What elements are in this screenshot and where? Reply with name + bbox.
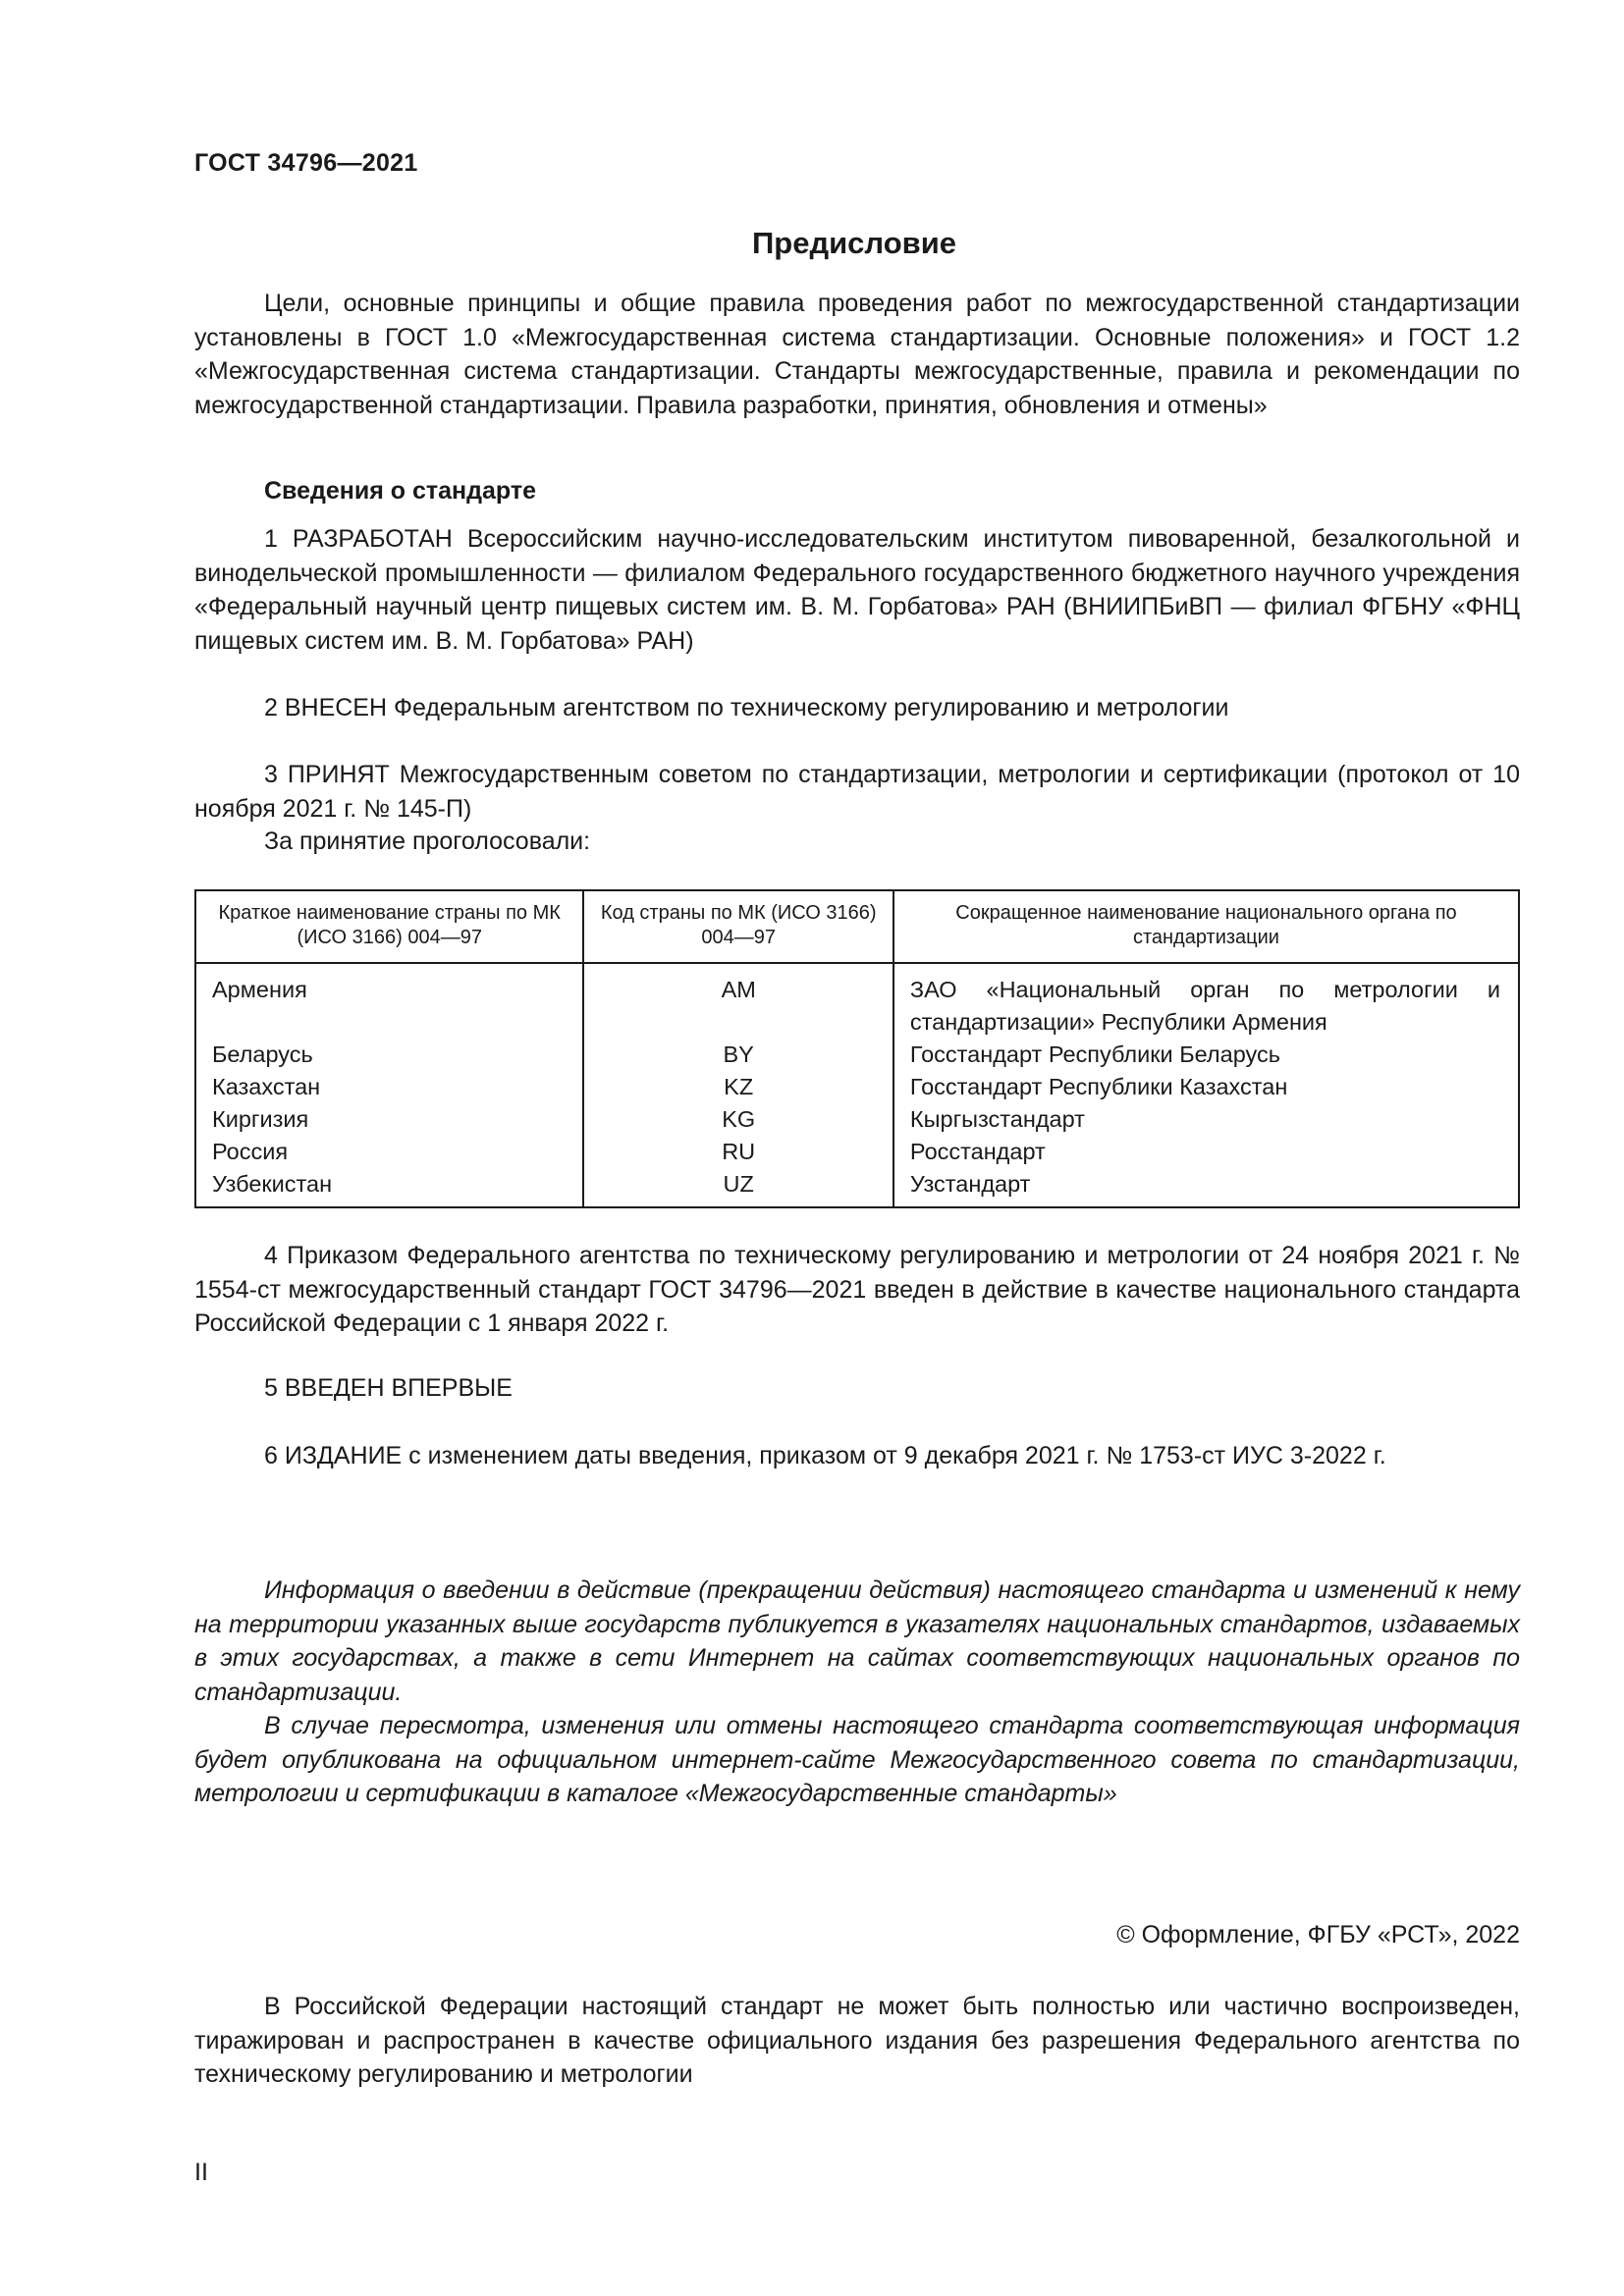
country-cell: Киргизия [195,1103,583,1136]
intro-paragraph: Цели, основные принципы и общие правила проведения работ по межгосударственной стандартизации установлены в ГОСТ 1.0 «Межгосударственная система стандартизации. Основные положения» и ГОСТ 1.2 «Межгосударственная система стандартизации. Стандарты межгосударственные, правила и рекомендации по межгосударственной стандартизации. Правила разработки, принятия, обновления и отмены» [194,290,1520,419]
code-cell: AM [583,963,893,1039]
organ-cell: ЗАО «Национальный орган по метрологии и стандартизации» Республики Армения [893,963,1519,1039]
country-cell: Армения [195,963,583,1039]
table-row [195,1039,1519,1071]
code-cell: UZ [583,1168,893,1207]
header-code: Код страны по МК (ИСО 3166) 004—97 [583,890,893,963]
organ-cell: Кыргызстандарт [893,1103,1519,1136]
table-row [195,1103,1519,1136]
code-cell: RU [583,1136,893,1168]
item-introduced: 2 ВНЕСЕН Федеральным агентством по техническому регулированию и метрологии [264,694,1229,721]
page-title: Предисловие [751,226,956,260]
copyright-line: © Оформление, ФГБУ «РСТ», 2022 [1116,1921,1520,1949]
document-code: ГОСТ 34796—2021 [194,149,418,177]
notice-info: Информация о введении в действие (прекращении действия) настоящего стандарта и изменений к нему на территории указанных выше государств публикуется в указателях национальных стандартов, издаваемых в этих государствах, а также в сети Интернет на сайтах соответствующих национальных органов по стандартизации. [194,1576,1520,1706]
country-cell: Узбекистан [195,1168,583,1207]
table-header-row [195,890,1519,963]
item-first-time: 5 ВВЕДЕН ВПЕРВЫЕ [264,1374,513,1402]
header-organ: Сокращенное наименование национального органа по стандартизации [893,890,1519,963]
item-edition: 6 ИЗДАНИЕ с изменением даты введения, приказом от 9 декабря 2021 г. № 1753-ст ИУС 3-2022 г. [264,1442,1386,1469]
organ-cell: Госстандарт Республики Беларусь [893,1039,1519,1071]
item-order: 4 Приказом Федерального агентства по техническому регулированию и метрологии от 24 ноября 2021 г. № 1554-ст межгосударственный стандарт ГОСТ 34796—2021 введен в действие в качестве национального стандарта Российской Федерации с 1 января 2022 г. [194,1242,1520,1337]
organ-cell: Узстандарт [893,1168,1519,1207]
table-row [195,1168,1519,1207]
code-cell: BY [583,1039,893,1071]
country-cell: Беларусь [195,1039,583,1071]
item-adopted: 3 ПРИНЯТ Межгосударственным советом по стандартизации, метрологии и сертификации (протокол от 10 ноября 2021 г. № 145-П) [194,761,1520,823]
page-number: II [194,2159,208,2186]
country-cell: Казахстан [195,1071,583,1103]
organ-cell: Госстандарт Республики Казахстан [893,1071,1519,1103]
item-developed: 1 РАЗРАБОТАН Всероссийским научно-исследовательским институтом пивоваренной, безалкогольной и винодельческой промышленности — филиалом Федерального государственного бюджетного научного учреждения «Федеральный научный центр пищевых систем им. В. М. Горбатова» РАН (ВНИИПБиВП — филиал ФГБНУ «ФНЦ пищевых систем им. В. М. Горбатова» РАН) [194,525,1520,655]
table-row [195,963,1519,1039]
table-row [195,1136,1519,1168]
code-cell: KG [583,1103,893,1136]
member-states-table [194,889,1520,1208]
standard-info-heading: Сведения о стандарте [264,477,537,505]
organ-cell: Росстандарт [893,1136,1519,1168]
voted-label: За принятие проголосовали: [264,828,591,855]
header-country: Краткое наименование страны по МК (ИСО 3166) 004—97 [195,890,583,963]
country-cell: Россия [195,1136,583,1168]
reproduction-notice: В Российской Федерации настоящий стандарт не может быть полностью или частично воспроизведен, тиражирован и распространен в качестве официального издания без разрешения Федерального агентства по техническому регулированию и метрологии [194,1993,1520,2088]
table-row [195,1071,1519,1103]
notice-revision: В случае пересмотра, изменения или отмены настоящего стандарта соответствующая информация будет опубликована на официальном интернет-сайте Межгосударственного совета по стандартизации, метрологии и сертификации в каталоге «Межгосударственные стандарты» [194,1712,1520,1807]
code-cell: KZ [583,1071,893,1103]
